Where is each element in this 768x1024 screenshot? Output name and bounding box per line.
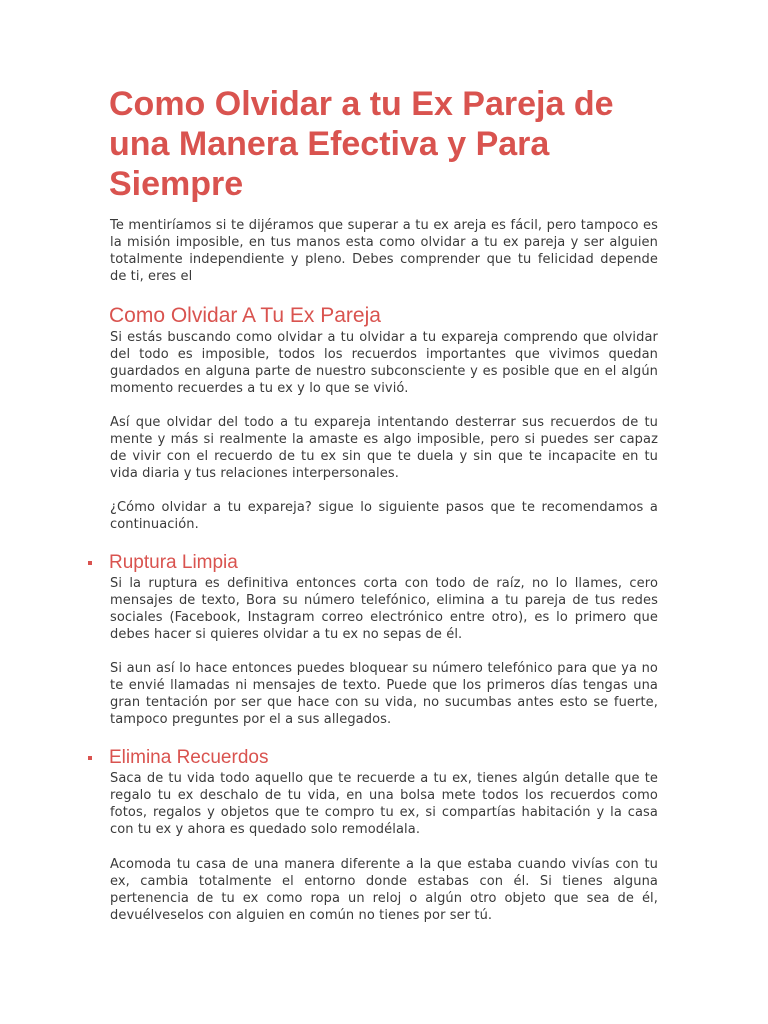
bullet-heading-label: Elimina Recuerdos bbox=[109, 747, 269, 768]
bullet-marker-icon bbox=[88, 756, 92, 760]
section-1-paragraph-2: Así que olvidar del todo a tu expareja intentando desterrar sus recuerdos de tu mente y más si realmente la amaste es algo imposible, pero si puedes ser capaz de vivir con el recuerdo de tu ex sin que te duela y sin que te incapacite en tu vida diaria y tus relaciones interpersonales. bbox=[110, 415, 658, 481]
section-3-paragraph-2: Acomoda tu casa de una manera diferente a la que estaba cuando vivías con tu ex, cambia totalmente el entorno donde estabas con él. Si tienes alguna pertenencia de tu ex como ropa un reloj o algún otro objeto que sea de él, devuélveselos con alguien en común no tienes por ser tú. bbox=[110, 857, 658, 923]
bullet-heading-ruptura-limpia bbox=[88, 552, 238, 574]
section-2-paragraph-1: Si la ruptura es definitiva entonces corta con todo de raíz, no lo llames, cero mensajes de texto, Bora su número telefónico, elimina a tu pareja de tus redes sociales (Facebook, Instagram correo electrónico entre otro), es lo primero que debes hacer si quieres olvidar a tu ex no sepas de él. bbox=[110, 576, 658, 642]
intro-paragraph: Te mentiríamos si te dijéramos que superar a tu ex areja es fácil, pero tampoco es la misión imposible, en tus manos esta como olvidar a tu ex pareja y ser alguien totalmente independiente y pleno. Debes comprender que tu felicidad depende de ti, eres el bbox=[110, 218, 658, 284]
section-2-paragraph-2: Si aun así lo hace entonces puedes bloquear su número telefónico para que ya no te envié llamadas ni mensajes de texto. Puede que los primeros días tengas una gran tentación por ser que hace con su vida, no sucumbas antes esto se fuerte, tampoco preguntes por el a sus allegados. bbox=[110, 661, 658, 727]
section-1-paragraph-3: ¿Cómo olvidar a tu expareja? sigue lo siguiente pasos que te recomendamos a continuación. bbox=[110, 500, 658, 532]
bullet-heading-elimina-recuerdos bbox=[88, 747, 268, 769]
section-heading-como-olvidar: Como Olvidar A Tu Ex Pareja bbox=[109, 304, 381, 327]
section-3-paragraph-1: Saca de tu vida todo aquello que te recuerde a tu ex, tienes algún detalle que te regalo tu ex deschalo de tu vida, en una bolsa mete todos los recuerdos como fotos, regalos y objetos que te compro tu ex, si compartías habitación y la casa con tu ex y ahora es quedado solo remodélala. bbox=[110, 771, 658, 837]
page-title: Como Olvidar a tu Ex Pareja de una Manera Efectiva y Para Siempre bbox=[109, 85, 614, 203]
bullet-marker-icon bbox=[88, 561, 92, 565]
bullet-heading-label: Ruptura Limpia bbox=[109, 552, 238, 573]
section-1-paragraph-1: Si estás buscando como olvidar a tu olvidar a tu expareja comprendo que olvidar del todo es imposible, todos los recuerdos importantes que vivimos quedan guardados en alguna parte de nuestro subconsciente y es posible que en el algún momento recuerdes a tu ex y lo que se vivió. bbox=[110, 330, 658, 396]
